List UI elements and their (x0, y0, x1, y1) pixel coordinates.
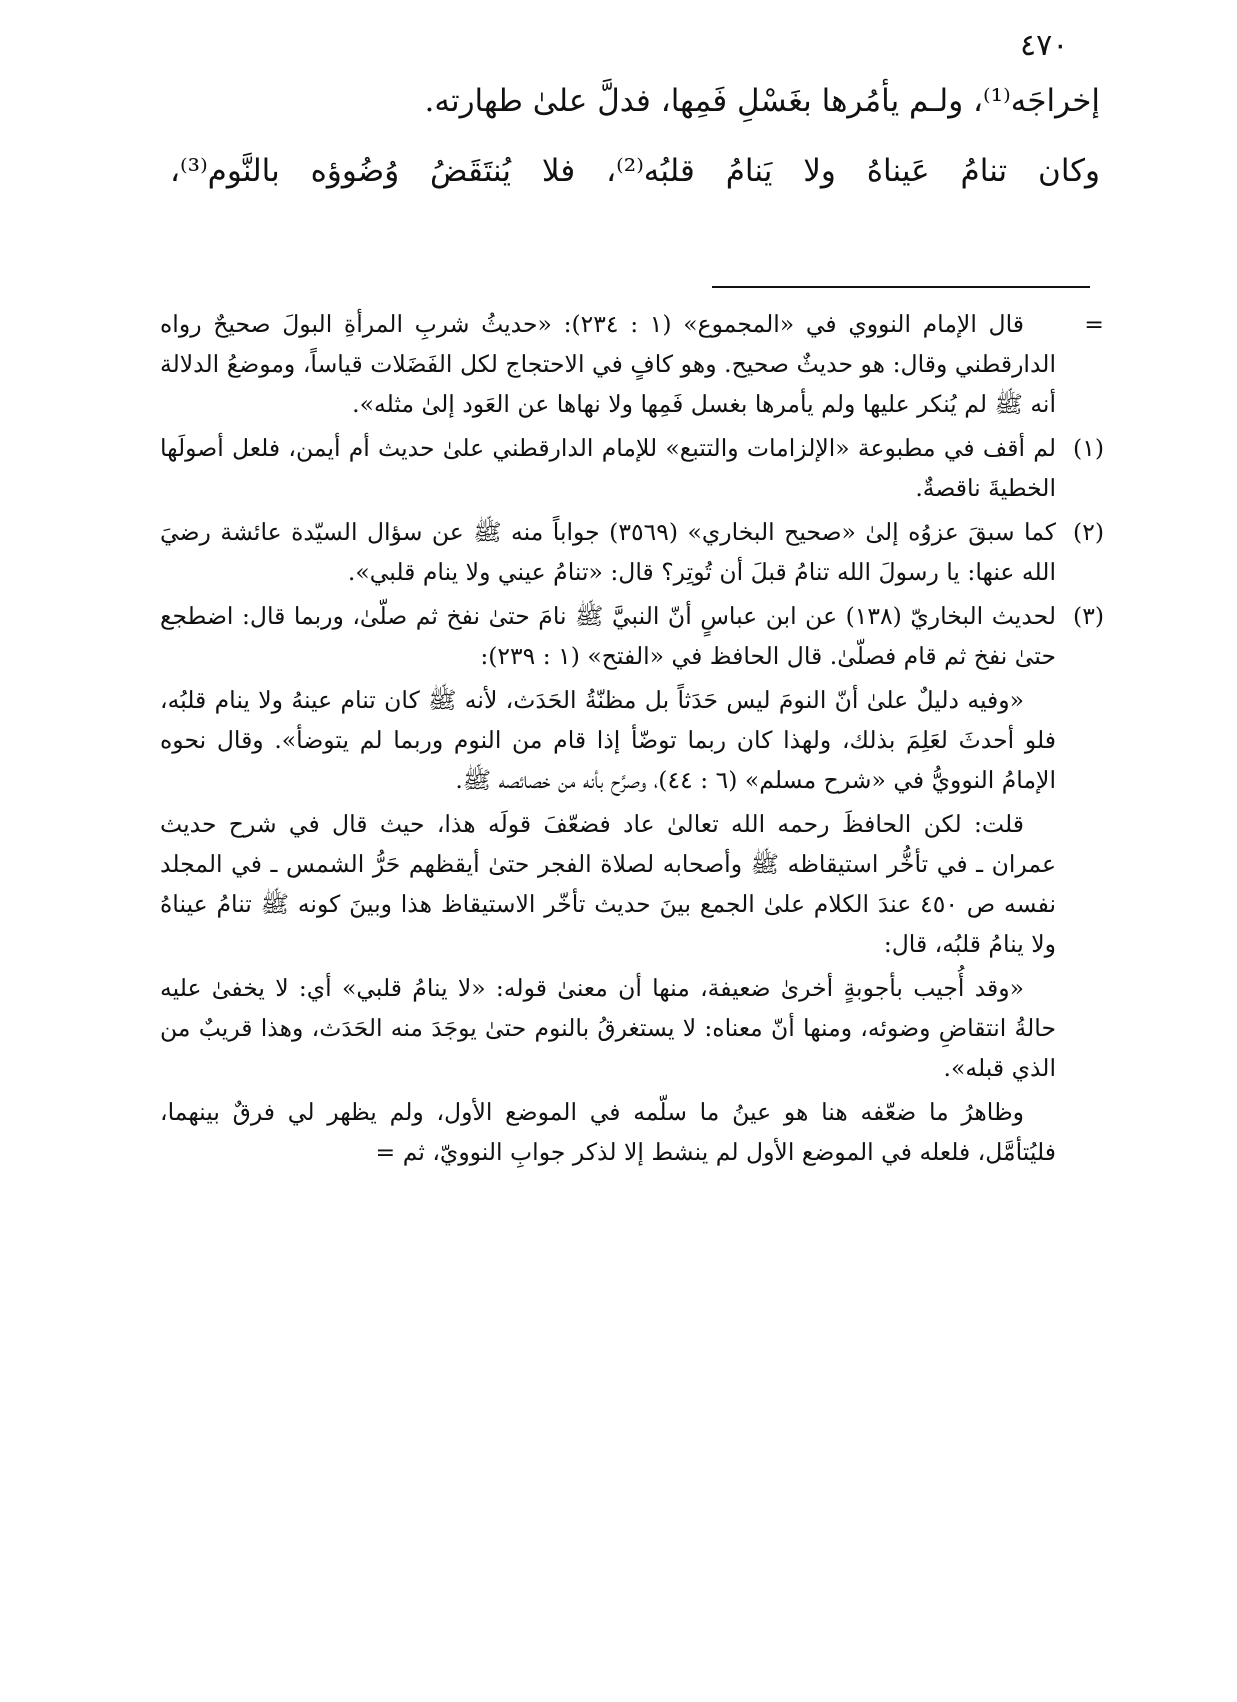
footnote-continuation (160, 304, 1104, 424)
main-text-line-1: إخراجَه⁽¹⁾، ولـم يأمُرها بغَسْلِ فَمِها، فدلَّ علىٰ طهارته. (424, 83, 1100, 119)
footnote-3-marker: (٣) (1073, 602, 1104, 630)
footnote-2 (160, 512, 1104, 592)
footnote-3-note: قلت: لكن الحافظَ رحمه الله تعالىٰ عاد فضعّفَ قولَه هذا، حيث قال في شرح حديث عمران ـ في تأخُّر استيقاظه ﷺ وأصحابه لصلاة الفجر حتىٰ أيقظهم حَرُّ الشمس ـ في المجلد نفسه ص ٤٥٠ عندَ الكلام علىٰ الجمع بينَ حديث تأخّر الاستيقاظ هذا وبينَ كونه ﷺ تنامُ عيناهُ ولا ينامُ قلبُه، قال: (160, 810, 1057, 958)
footnote-2-text: كما سبقَ عزوُه إلىٰ «صحيح البخاري» (٣٥٦٩) جواباً منه ﷺ عن سؤال السيّدة عائشة رضيَ الله عنها: يا رسولَ الله تنامُ قبلَ أن تُوتِر؟ قال: «تنامُ عيني ولا ينام قلبي». (160, 518, 1056, 586)
footnote-3-end: وظاهرُ ما ضعّفه هنا هو عينُ ما سلّمه في الموضع الأول، ولم يظهر لي فرقٌ بينهما، فليُتأمَّل، فلعله في الموضع الأول لم ينشط إلا لذكر جوابِ النوويّ، ثم = (160, 1098, 1056, 1166)
page-number: ٤٧٠ (1020, 28, 1069, 63)
footnote-3-quote-2: «وقد أُجيب بأجوبةٍ أخرىٰ ضعيفة، منها أن معنىٰ قوله: «لا ينامُ قلبي» أي: لا يخفىٰ عليه حالةُ انتقاضِ وضوئه، ومنها أنّ معناه: لا يستغرقُ بالنوم حتىٰ يوجَدَ منه الحَدَث، وهذا قريبٌ من الذي قبله». (160, 974, 1056, 1082)
main-text (170, 78, 1100, 218)
footnote-1-marker: (١) (1073, 434, 1104, 462)
footnote-2-marker: (٢) (1073, 518, 1104, 546)
footnote-3-text: لحديث البخاريّ (١٣٨) عن ابن عباسٍ أنّ النبيَّ ﷺ نامَ حتىٰ نفخ ثم صلّىٰ، وربما قال: اضطجع حتىٰ نفخ ثم قام فصلّىٰ. قال الحافظ في «الفتح» (١ : ٢٣٩): (160, 602, 1056, 670)
footnote-continuation-text: قال الإمام النووي في «المجموع» (١ : ٢٣٤): «حديثُ شربِ المرأةِ البولَ صحيحٌ رواه الدارقطني وقال: هو حديثٌ صحيح. وهو كافٍ في الاحتجاج لكل الفَضَلات قياساً، وموضعُ الدلالة أنه ﷺ لم يُنكر عليها ولم يأمرها بغسل فَمِها ولا نهاها عن العَود إلىٰ مثله». (160, 310, 1056, 418)
footnote-1 (160, 428, 1104, 508)
continuation-marker: = (1084, 310, 1104, 338)
footnote-separator (712, 286, 1090, 288)
footnotes (160, 304, 1104, 1176)
footnote-3 (160, 596, 1104, 676)
main-text-line-2: وكان تنامُ عَيناهُ ولا يَنامُ قلبُه⁽²⁾، فلا يُنتَقَضُ وُضُوؤه بالنَّوم⁽³⁾، (170, 153, 1100, 189)
footnote-1-text: لم أقف في مطبوعة «الإلزامات والتتبع» للإمام الدارقطني علىٰ حديث أم أيمن، فلعل أصولَها الخطيةَ ناقصةٌ. (160, 434, 1056, 502)
footnote-3-quote: «وفيه دليلٌ علىٰ أنّ النومَ ليس حَدَثاً بل مظنّةُ الحَدَث، لأنه ﷺ كان تنام عينهُ ولا ينام قلبُه، فلو أحدثَ لعَلِمَ بذلك، ولهذا كان ربما توضّأ إذا قام من النوم وربما لم يتوضأ». وقال نحوه الإمامُ النوويُّ في «شرح مسلم» (٦ : ٤٤)، وصرَّح بأنه من خصائصه ﷺ. (160, 686, 1056, 794)
